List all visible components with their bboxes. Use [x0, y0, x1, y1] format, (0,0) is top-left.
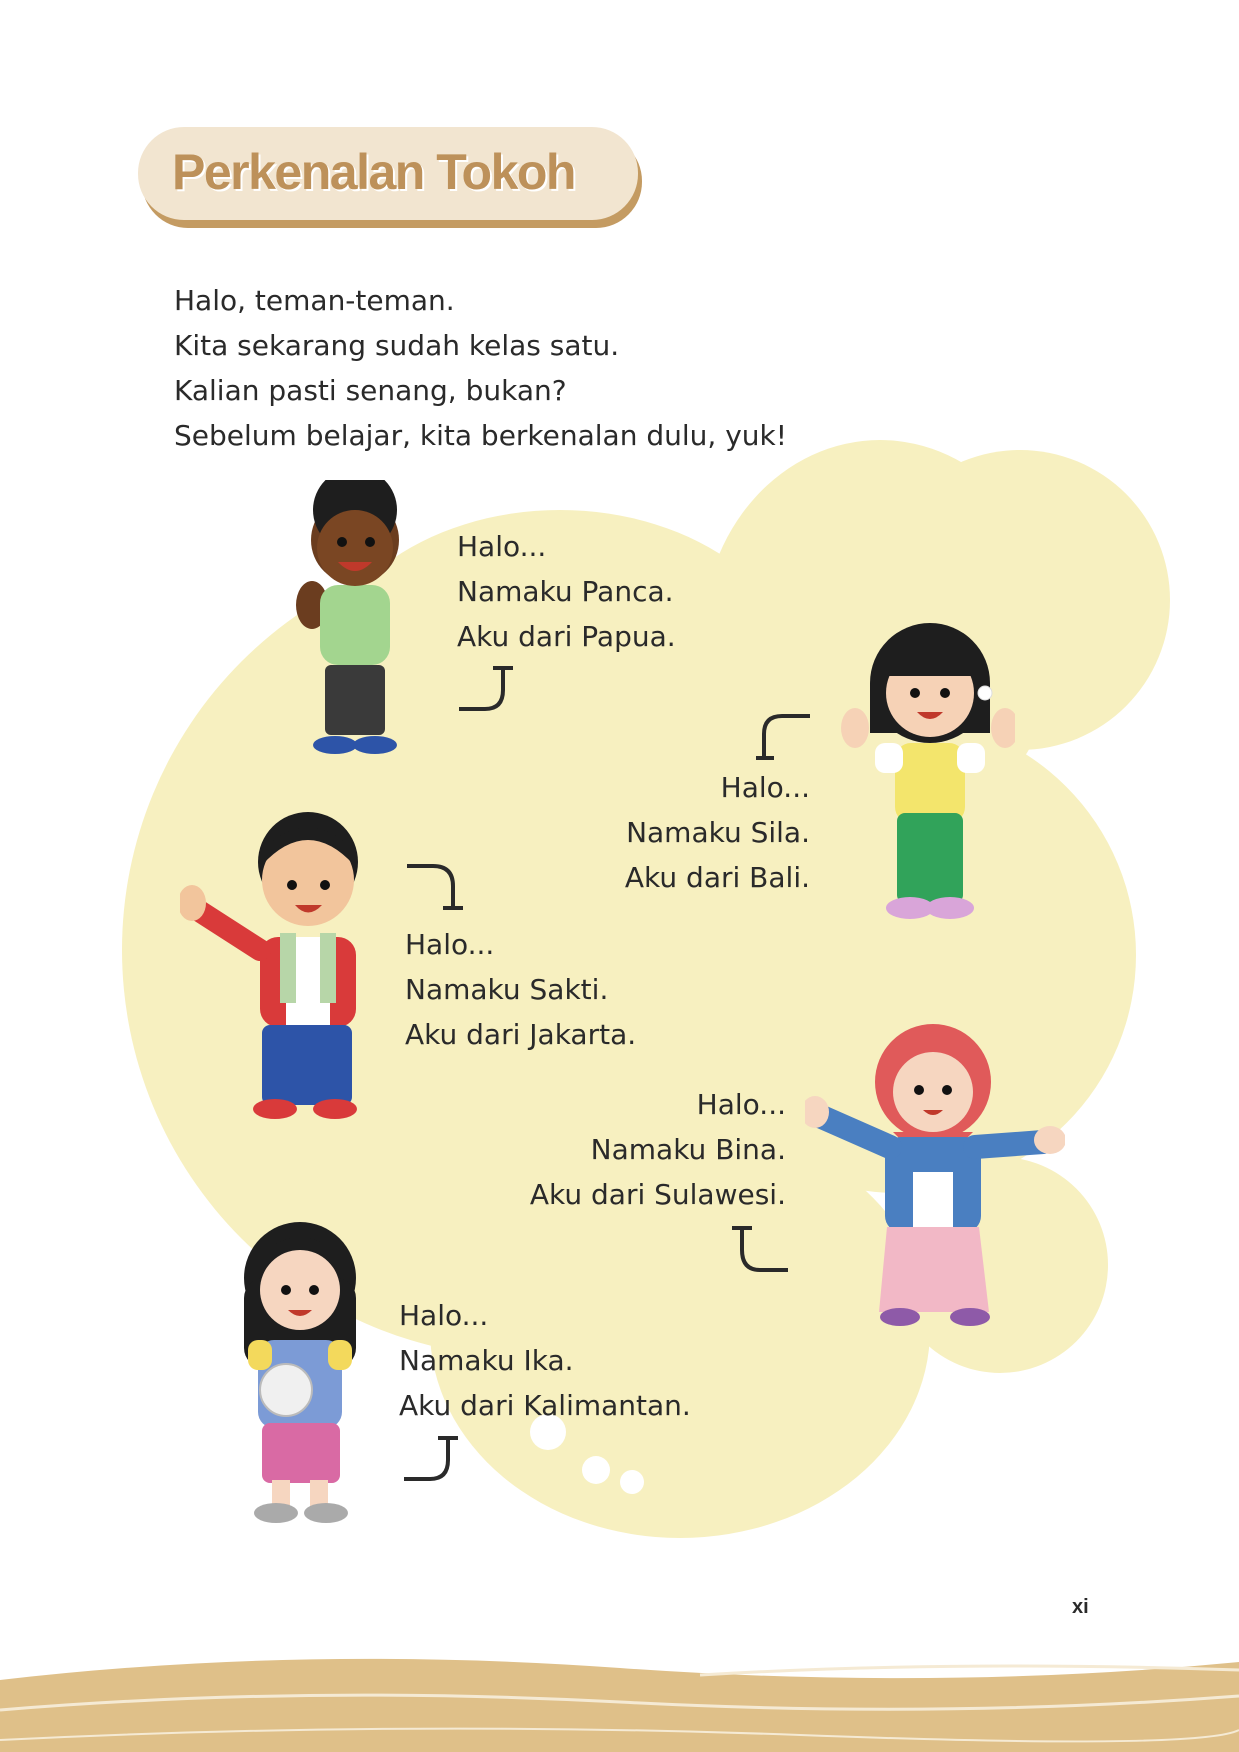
panca-speech: [457, 524, 676, 659]
speech-line: Halo...: [696, 1088, 786, 1121]
speech-line: Halo...: [720, 771, 810, 804]
speech-line: Namaku Sakti.: [405, 973, 609, 1006]
speech-line: Halo...: [405, 928, 495, 961]
speech-line: Aku dari Sulawesi.: [529, 1178, 786, 1211]
speech-line: Aku dari Kalimantan.: [399, 1389, 691, 1422]
ika-speech: [399, 1293, 691, 1428]
intro-line: Kalian pasti senang, bukan?: [174, 374, 567, 407]
intro-text: [174, 278, 787, 458]
sila-illustration: [835, 608, 1015, 928]
speech-line: Namaku Sila.: [626, 816, 810, 849]
speech-pointer-icon: [405, 862, 465, 914]
page-number: xi: [1072, 1596, 1089, 1618]
bina-illustration: [805, 1022, 1065, 1332]
speech-pointer-icon: [400, 1432, 460, 1484]
footer-wave: [0, 1640, 1239, 1752]
title-banner: [138, 127, 638, 220]
page-title: Perkenalan Tokoh: [172, 144, 575, 200]
sakti-illustration: [180, 805, 380, 1125]
speech-line: Aku dari Papua.: [457, 620, 676, 653]
speech-line: Aku dari Jakarta.: [405, 1018, 637, 1051]
speech-pointer-icon: [455, 662, 515, 714]
speech-line: Namaku Bina.: [590, 1133, 786, 1166]
intro-line: Kita sekarang sudah kelas satu.: [174, 329, 620, 362]
speech-line: Aku dari Bali.: [624, 861, 810, 894]
sakti-speech: [405, 922, 636, 1057]
speech-line: Namaku Ika.: [399, 1344, 574, 1377]
speech-line: Halo...: [457, 530, 547, 563]
sila-speech: [625, 765, 810, 900]
intro-line: Sebelum belajar, kita berkenalan dulu, yuk!: [174, 419, 787, 452]
ika-illustration: [238, 1218, 368, 1530]
speech-line: Halo...: [399, 1299, 489, 1332]
bina-speech: [530, 1082, 786, 1217]
speech-pointer-icon: [752, 712, 812, 764]
intro-line: Halo, teman-teman.: [174, 284, 455, 317]
panca-illustration: [280, 480, 430, 770]
speech-pointer-icon: [730, 1222, 790, 1274]
speech-line: Namaku Panca.: [457, 575, 674, 608]
